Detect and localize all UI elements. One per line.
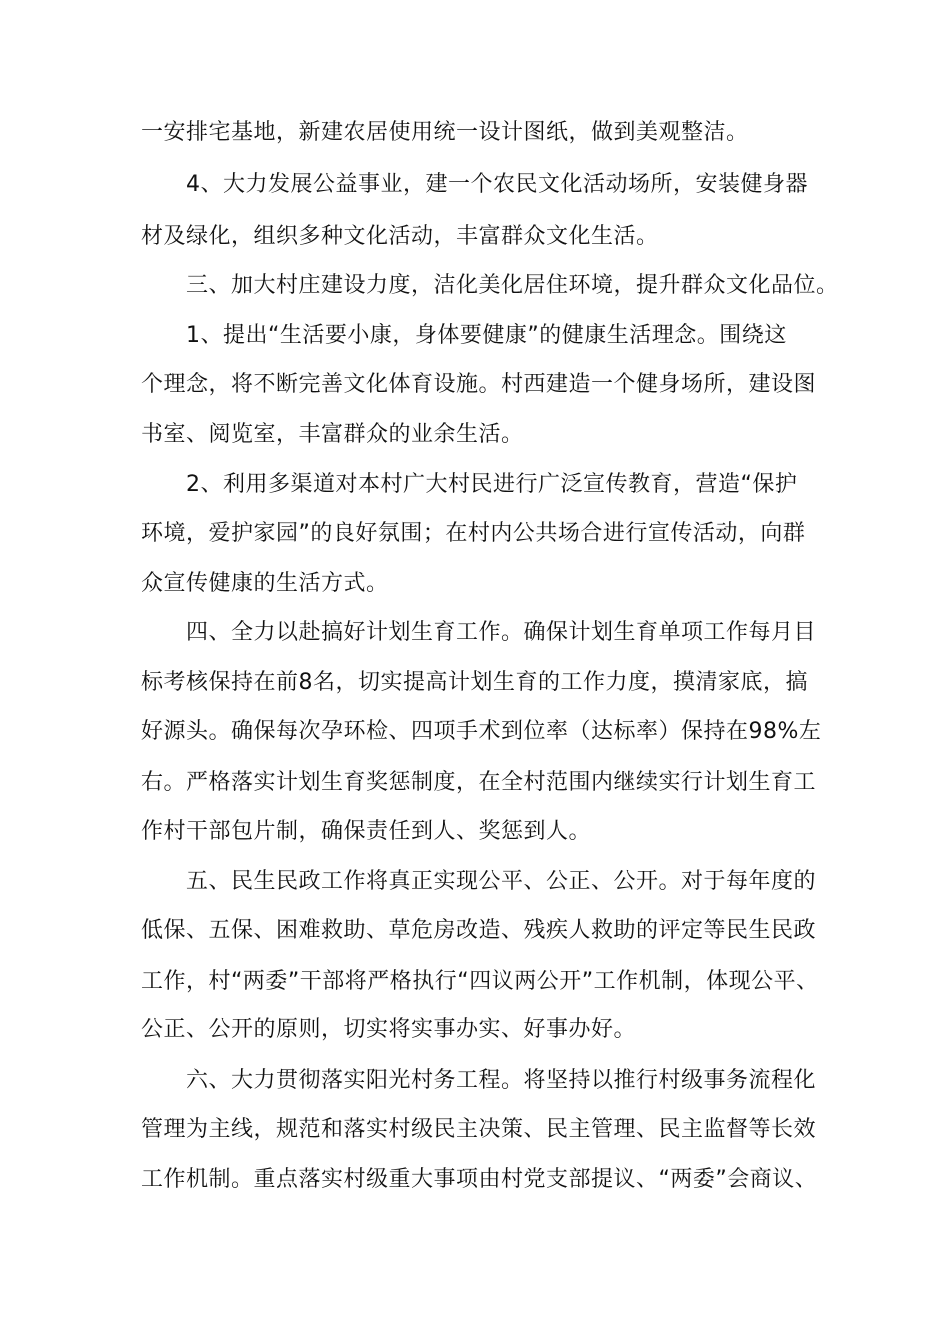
paragraph-line: 好源头。确保每次孕环检、四项手术到位率（达标率）保持在98%左 [141, 719, 822, 744]
paragraph-line: 管理为主线，规范和落实村级民主决策、民主管理、民主监督等长效 [141, 1117, 817, 1142]
paragraph-line: 右。严格落实计划生育奖惩制度，在全村范围内继续实行计划生育工 [141, 770, 817, 795]
paragraph-line: 书室、阅览室，丰富群众的业余生活。 [141, 422, 524, 447]
section-heading: 三、加大村庄建设力度，洁化美化居住环境，提升群众文化品位。 [186, 273, 839, 298]
paragraph-line: 工作机制。重点落实村级重大事项由村党支部提议、“两委”会商议、 [141, 1167, 818, 1192]
paragraph-line: 环境，爱护家园”的良好氛围；在村内公共场合进行宣传活动，向群 [141, 521, 806, 546]
paragraph-line: 4、大力发展公益事业，建一个农民文化活动场所，安装健身器 [186, 172, 808, 197]
paragraph-line: 个理念，将不断完善文化体育设施。村西建造一个健身场所，建设图 [141, 372, 817, 397]
paragraph-line: 众宣传健康的生活方式。 [141, 571, 389, 596]
paragraph-line: 标考核保持在前8名，切实提高计划生育的工作力度，摸清家底，搞 [141, 670, 808, 695]
section-heading: 五、民生民政工作将真正实现公平、公正、公开。对于每年度的 [186, 869, 817, 894]
paragraph-line: 一安排宅基地，新建农居使用统一设计图纸，做到美观整洁。 [141, 120, 749, 145]
paragraph-line: 作村干部包片制，确保责任到人、奖惩到人。 [141, 819, 592, 844]
section-heading: 六、大力贯彻落实阳光村务工程。将坚持以推行村级事务流程化 [186, 1068, 817, 1093]
paragraph-line: 工作，村“两委”干部将严格执行“四议两公开”工作机制，体现公平、 [141, 969, 819, 994]
paragraph-line: 材及绿化，组织多种文化活动，丰富群众文化生活。 [141, 224, 659, 249]
section-heading: 四、全力以赴搞好计划生育工作。确保计划生育单项工作每月目 [186, 620, 817, 645]
paragraph-line: 2、利用多渠道对本村广大村民进行广泛宣传教育，营造“保护 [186, 472, 798, 497]
paragraph-line: 公正、公开的原则，切实将实事办实、好事办好。 [141, 1017, 637, 1042]
paragraph-line: 1、提出“生活要小康，身体要健康”的健康生活理念。围绕这 [186, 323, 787, 348]
paragraph-line: 低保、五保、困难救助、草危房改造、残疾人救助的评定等民生民政 [141, 918, 817, 943]
